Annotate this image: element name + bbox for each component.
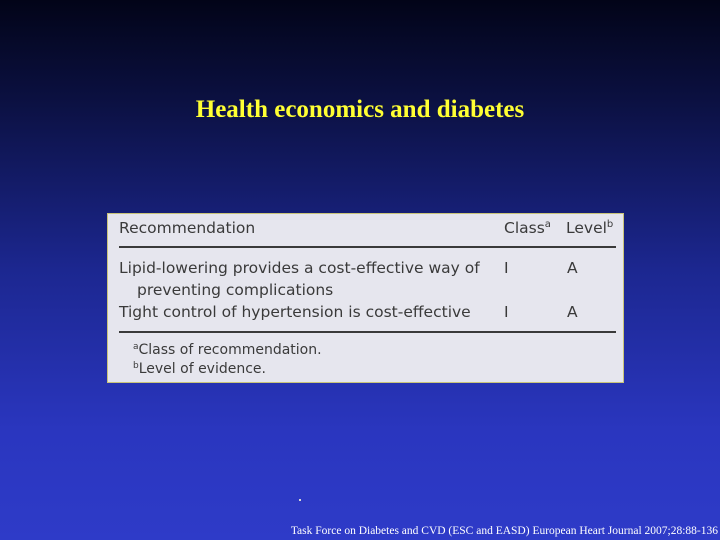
header-divider xyxy=(119,246,616,248)
slide-title: Health economics and diabetes xyxy=(195,96,525,123)
footer-divider xyxy=(119,331,616,333)
row-1-class: I xyxy=(504,259,509,277)
header-class-label: Class xyxy=(504,219,545,237)
header-class-sup: a xyxy=(544,219,551,230)
footnote-a-mark: a xyxy=(133,342,139,352)
header-class xyxy=(504,219,551,237)
header-level xyxy=(566,219,613,237)
footnote-b-text: Level of evidence. xyxy=(138,361,266,377)
footnote-b xyxy=(133,361,266,377)
row-1-level: A xyxy=(567,259,578,277)
row-1-recommendation-line2: preventing complications xyxy=(137,281,334,299)
header-recommendation: Recommendation xyxy=(119,219,256,237)
row-1-recommendation-line1: Lipid-lowering provides a cost-effective way of xyxy=(119,259,480,277)
footnote-a-text: Class of recommendation. xyxy=(138,342,322,358)
header-level-sup: b xyxy=(606,219,614,230)
header-level-label: Level xyxy=(566,219,607,237)
row-2-class: I xyxy=(504,303,509,321)
row-2-level: A xyxy=(567,303,578,321)
citation: Task Force on Diabetes and CVD (ESC and EASD) European Heart Journal 2007;28:88-136 xyxy=(290,525,718,537)
recommendation-table xyxy=(107,213,624,383)
stray-dot xyxy=(299,499,301,501)
footnote-a xyxy=(133,342,322,358)
footnote-b-mark: b xyxy=(133,361,139,371)
row-2-recommendation: Tight control of hypertension is cost-effective xyxy=(119,303,471,321)
